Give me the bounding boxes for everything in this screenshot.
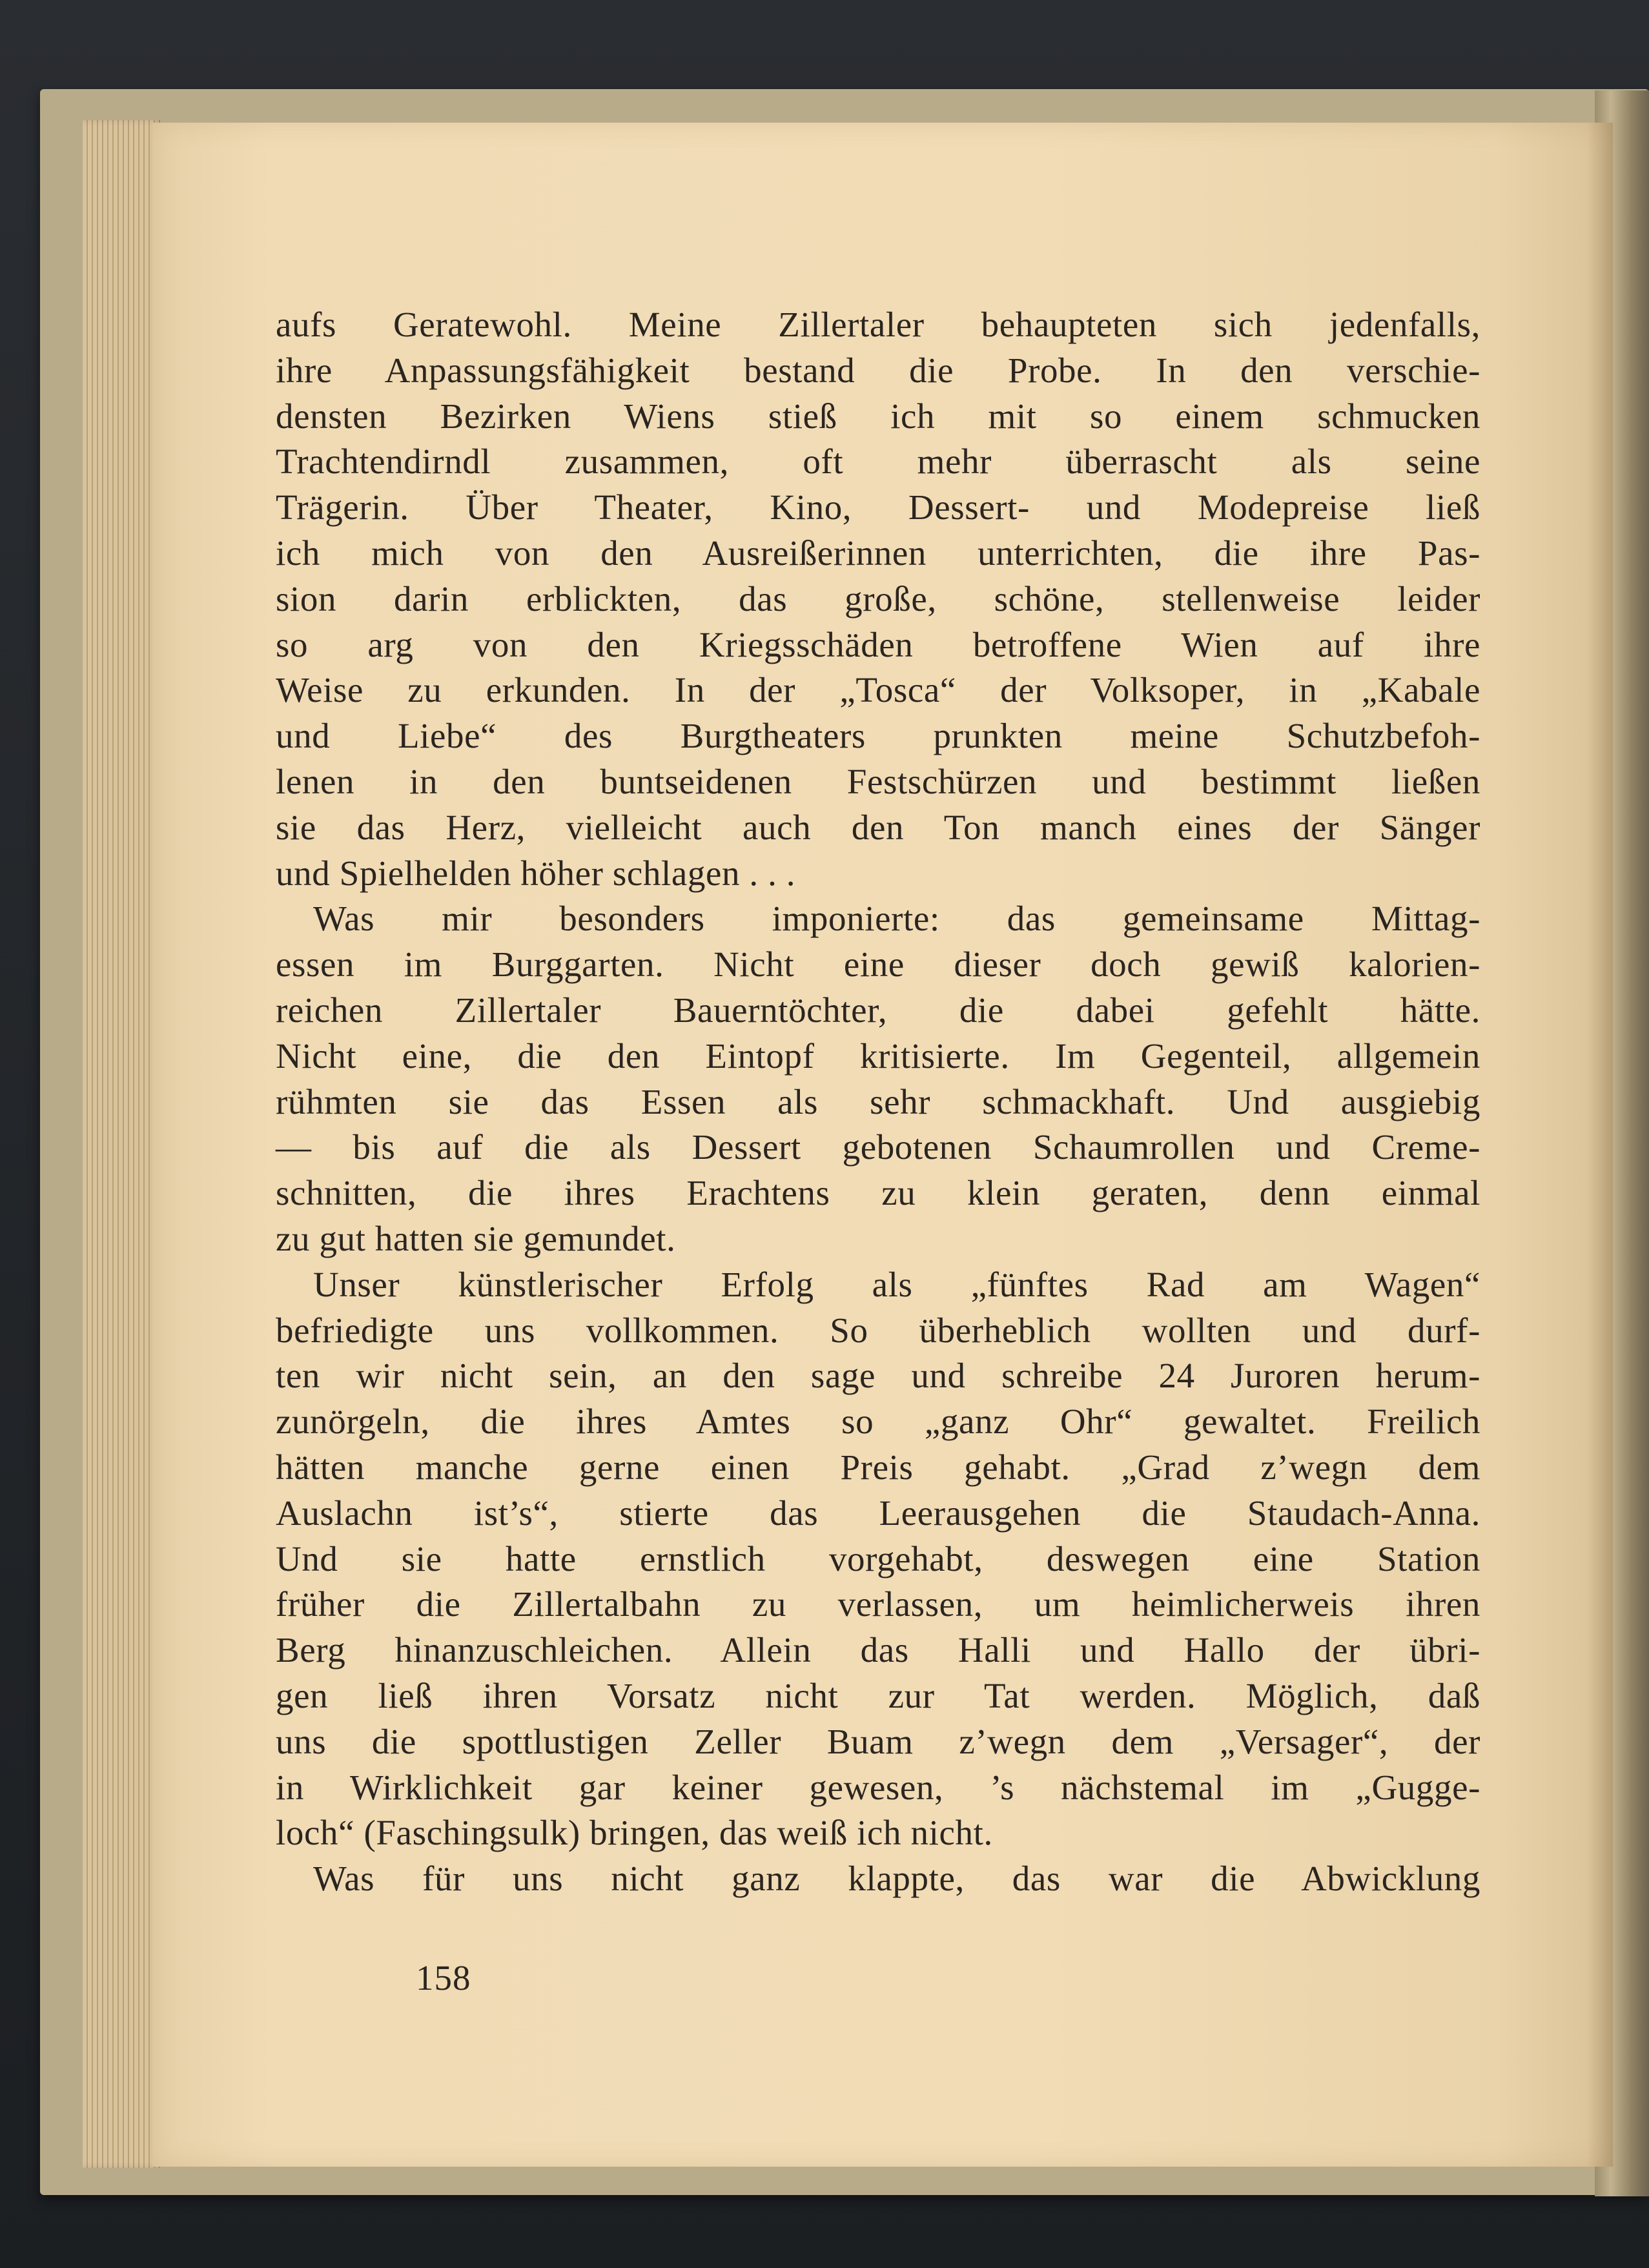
text-line: Trägerin. Über Theater, Kino, Dessert- und Modepreise ließ — [276, 487, 1480, 527]
text-line: ich mich von den Ausreißerinnen unterrichten, die ihre Pas- — [276, 533, 1480, 573]
text-line: und Liebe“ des Burgtheaters prunkten meine Schutzbefoh- — [276, 716, 1480, 756]
text-line: ten wir nicht sein, an den sage und schreibe 24 Juroren herum- — [276, 1356, 1480, 1396]
text-line: ihre Anpassungsfähigkeit bestand die Probe. In den verschie- — [276, 350, 1480, 390]
text-line: Auslachn ist’s“, stierte das Leerausgehen die Staudach-Anna. — [276, 1493, 1480, 1533]
text-line: schnitten, die ihres Erachtens zu klein geraten, denn einmal — [276, 1173, 1480, 1213]
text-line: densten Bezirken Wiens stieß ich mit so einem schmucken — [276, 396, 1480, 436]
text-line: befriedigte uns vollkommen. So überheblich wollten und durf- — [276, 1310, 1480, 1350]
text-line: früher die Zillertalbahn zu verlassen, um heimlicherweis ihren — [276, 1584, 1480, 1624]
text-line: Trachtendirndl zusammen, oft mehr überrascht als seine — [276, 442, 1480, 482]
text-line: Berg hinanzuschleichen. Allein das Halli und Hallo der übri- — [276, 1630, 1480, 1670]
text-line: zu gut hatten sie gemundet. — [276, 1218, 676, 1258]
text-line: Was mir besonders imponierte: das gemeinsame Mittag- — [313, 899, 1480, 939]
body-text — [276, 302, 1480, 1902]
text-line: rühmten sie das Essen als sehr schmackhaft. Und ausgiebig — [276, 1081, 1480, 1121]
text-line: so arg von den Kriegsschäden betroffene Wien auf ihre — [276, 624, 1480, 664]
page-edges — [83, 120, 160, 2168]
text-line: sie das Herz, vielleicht auch den Ton manch eines der Sänger — [276, 807, 1480, 847]
text-line: Weise zu erkunden. In der „Tosca“ der Volksoper, in „Kabale — [276, 670, 1480, 710]
text-line: lenen in den buntseidenen Festschürzen und bestimmt ließen — [276, 761, 1480, 801]
text-line: essen im Burggarten. Nicht eine dieser doch gewiß kalorien- — [276, 945, 1480, 985]
text-line: Und sie hatte ernstlich vorgehabt, deswegen eine Station — [276, 1538, 1480, 1578]
text-line: und Spielhelden höher schlagen . . . — [276, 853, 796, 893]
text-line: Nicht eine, die den Eintopf kritisierte. Im Gegenteil, allgemein — [276, 1036, 1480, 1076]
text-line: loch“ (Faschingsulk) bringen, das weiß ich nicht. — [276, 1813, 993, 1853]
text-line: Unser künstlerischer Erfolg als „fünftes Rad am Wagen“ — [313, 1264, 1480, 1304]
text-line: reichen Zillertaler Bauerntöchter, die dabei gefehlt hätte. — [276, 990, 1480, 1030]
text-line: aufs Geratewohl. Meine Zillertaler behaupteten sich jedenfalls, — [276, 305, 1480, 344]
text-line: zunörgeln, die ihres Amtes so „ganz Ohr“ gewaltet. Freilich — [276, 1402, 1480, 1442]
text-line: gen ließ ihren Vorsatz nicht zur Tat werden. Möglich, daß — [276, 1675, 1480, 1715]
text-line: uns die spottlustigen Zeller Buam z’wegn dem „Versager“, der — [276, 1721, 1480, 1761]
text-line: Was für uns nicht ganz klappte, das war die Abwicklung — [313, 1859, 1480, 1899]
text-line: — bis auf die als Dessert gebotenen Schaumrollen und Creme- — [276, 1127, 1480, 1167]
text-line: in Wirklichkeit gar keiner gewesen, ’s nächstemal im „Gugge- — [276, 1767, 1480, 1807]
page-number: 158 — [416, 1958, 471, 1997]
text-line: sion darin erblickten, das große, schöne, stellenweise leider — [276, 578, 1480, 618]
text-line: hätten manche gerne einen Preis gehabt. „Grad z’wegn dem — [276, 1447, 1480, 1487]
